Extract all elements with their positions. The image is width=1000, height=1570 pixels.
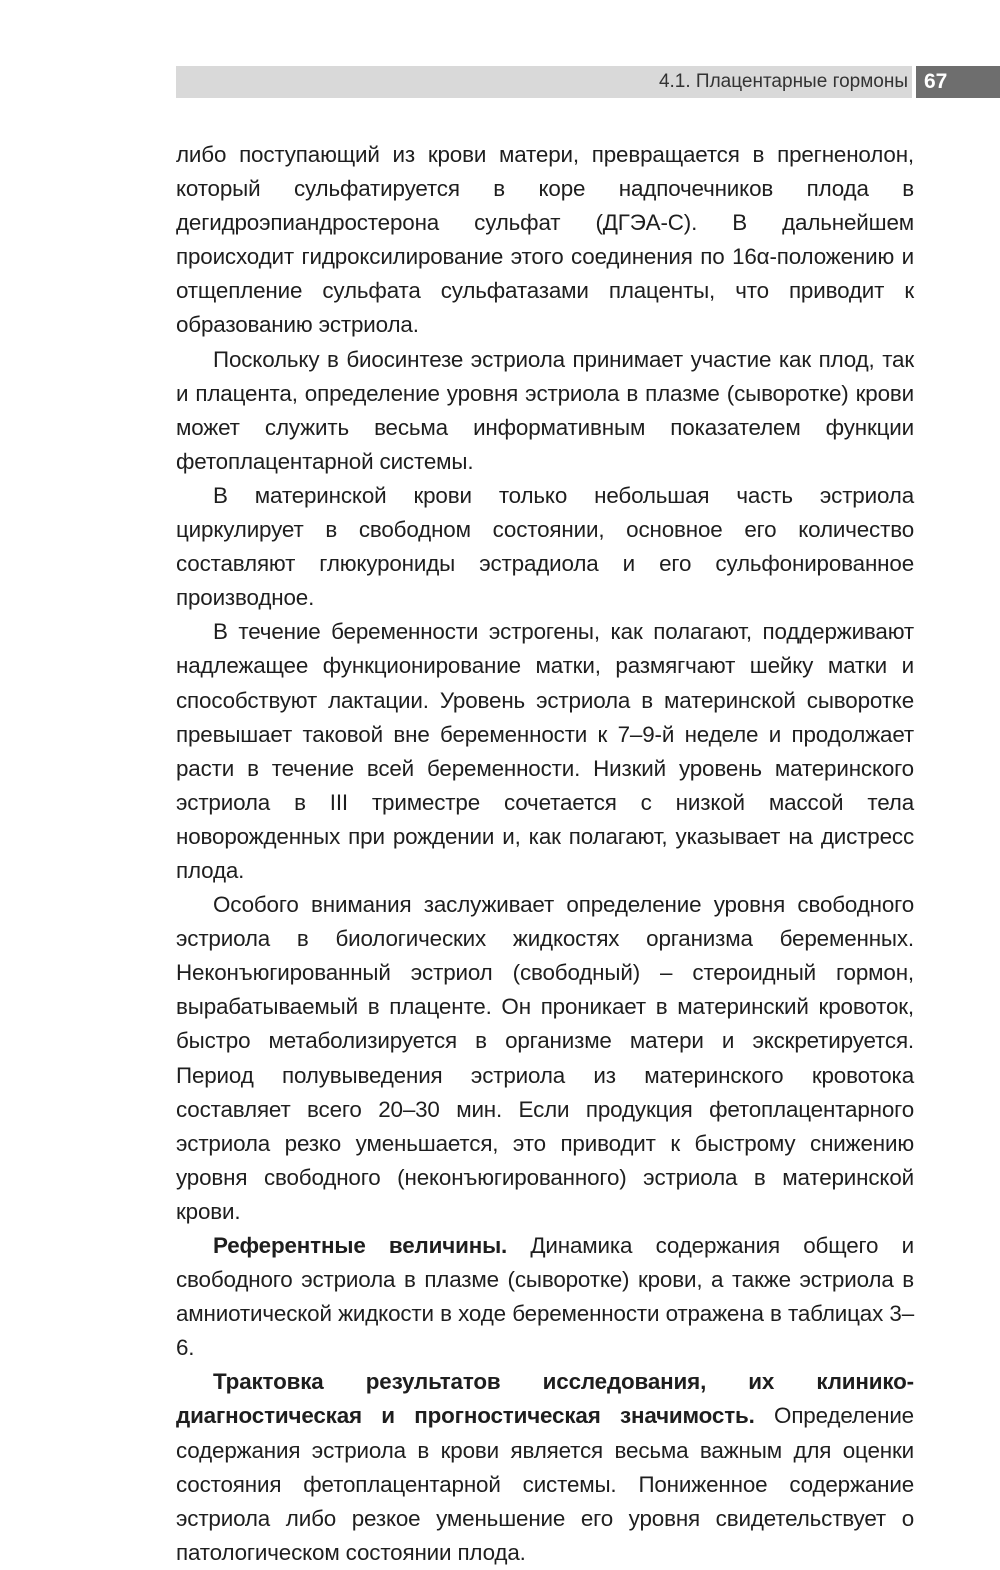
paragraph-5: Особого внимания заслуживает определение уровня свободного эстриола в биологических жидкостях организма беременных. Неконъюгированный эстриол (свободный) – стероидный гормон, вырабатываемый в плаценте. Он проникает в материнский кровоток, быстро метаболизируется в организме матери и экскретируется. Период полувыведения эстриола из материнского кровотока составляет всего 20–30 мин. Если продукция фетоплацентарного эстриола резко уменьшается, это приводит к быстрому снижению уровня свободного (неконъюгированного) эстриола в материнской крови.	[176, 892, 914, 1224]
paragraph-6-lead: Референтные величины.	[213, 1233, 508, 1258]
text-body	[176, 138, 914, 1570]
running-header-title: 4.1. Плацентарные гормоны	[658, 71, 908, 92]
paragraph-2: Поскольку в биосинтезе эстриола принимает участие как плод, так и плацента, определение уровня эстриола в плазме (сыворотке) крови может служить весьма информативным показателем функции фетоплацентарной системы.	[176, 346, 914, 474]
paragraph-7	[176, 1365, 914, 1570]
paragraph-3: В материнской крови только небольшая часть эстриола циркулирует в свободном состоянии, основное его количество составляют глюкурониды эстрадиола и его сульфонированное производное.	[176, 482, 914, 611]
paragraph-6	[176, 1229, 914, 1365]
paragraph-6-text: Динамика содержания общего и свободного эстриола в плазме (сыворотке) крови, а также эстриола в амниотической жидкости в ходе беременности отражена в таблицах 3–6.	[176, 1233, 914, 1361]
paragraph-7-text: Определение содержания эстриола в крови является весьма важным для оценки состояния фетоплацентарной системы. Пониженное содержание эстриола либо резкое уменьшение его уровня свидетельствует о патологическом состоянии плода.	[176, 1403, 914, 1565]
page-number: 67	[924, 70, 948, 93]
paragraph-1: либо поступающий из крови матери, превращается в прегненолон, который сульфатируется в коре надпочечников плода в дегидроэпиандростерона сульфат (ДГЭА-С). В дальнейшем происходит гидроксилирование этого соединения по 16α-положению и отщепление сульфата сульфатазами плаценты, что приводит к образованию эстриола.	[176, 142, 914, 338]
paragraph-4: В течение беременности эстрогены, как полагают, поддерживают надлежащее функционирование матки, размягчают шейку матки и способствуют лактации. Уровень эстриола в материнской сыворотке превышает таковой вне беременности к 7–9-й неделе и продолжает расти в течение всей беременности. Низкий уровень материнского эстриола в III триместре сочетается с низкой массой тела новорожденных при рождении и, как полагают, указывает на дистресс плода.	[176, 619, 914, 883]
paragraph-7-lead: Трактовка результатов исследования, их клинико-диагностическая и прогностическая значимость.	[176, 1369, 914, 1429]
